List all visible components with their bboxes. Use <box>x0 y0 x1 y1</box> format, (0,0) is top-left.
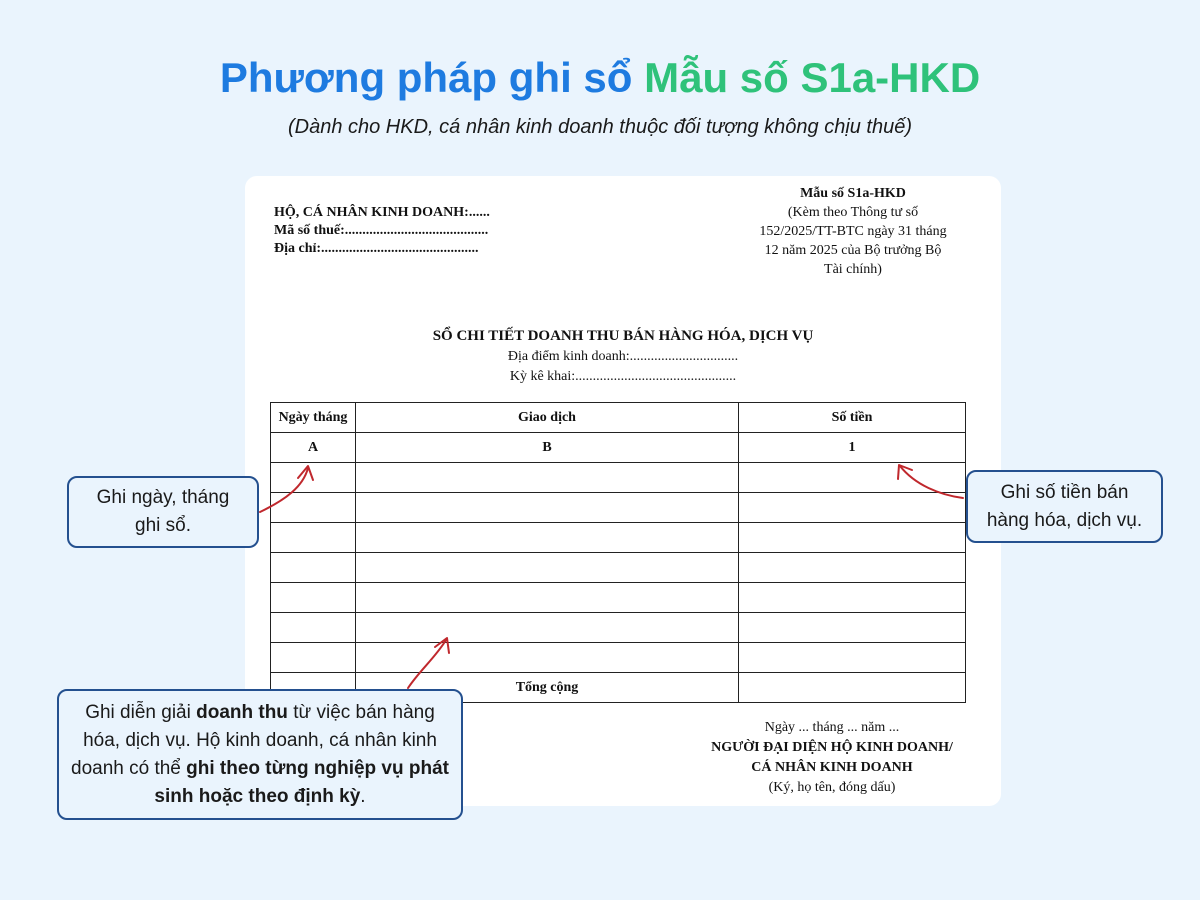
form-number: Mẫu số S1a-HKD <box>800 186 906 201</box>
representative-line-1: NGƯỜI ĐẠI DIỆN HỘ KINH DOANH/ <box>711 740 953 755</box>
callout-amount <box>966 470 1163 543</box>
signature-note: (Ký, họ tên, đóng dấu) <box>768 780 896 795</box>
representative-line-2: CÁ NHÂN KINH DOANH <box>751 760 913 775</box>
title-part-method: Phương pháp ghi sổ <box>219 54 633 101</box>
table-cell <box>356 583 739 613</box>
total-label: Tổng cộng <box>356 673 739 703</box>
table-cell <box>739 583 966 613</box>
declaration-period-line: Kỳ kê khai:.............................................. <box>509 369 737 384</box>
table-cell <box>271 523 356 553</box>
table-row <box>271 613 966 643</box>
table-cell <box>739 553 966 583</box>
table-cell <box>739 493 966 523</box>
column-header-date: Ngày tháng <box>271 403 356 433</box>
table-cell <box>356 643 739 673</box>
page-subtitle: (Dành cho HKD, cá nhân kinh doanh thuộc đối tượng không chịu thuế) <box>287 116 913 138</box>
callout-transaction-text <box>69 699 451 811</box>
table-cell <box>271 583 356 613</box>
callout-date <box>67 476 259 548</box>
page-title <box>0 52 1200 104</box>
form-ref-line-4: Tài chính) <box>824 262 882 277</box>
table-cell <box>271 613 356 643</box>
column-code-1: 1 <box>739 433 966 463</box>
tax-code-line: Mã số thuế:......................................... <box>274 223 489 238</box>
table-cell <box>739 613 966 643</box>
table-cell <box>356 463 739 493</box>
table-cell <box>271 553 356 583</box>
business-location-line: Địa điểm kinh doanh:............................... <box>507 349 739 364</box>
signature-block <box>642 718 1022 798</box>
table-code-row <box>271 433 966 463</box>
table-cell <box>739 643 966 673</box>
table-cell <box>356 493 739 523</box>
business-info <box>274 204 490 258</box>
callout-amount-text: Ghi số tiền bán hàng hóa, dịch vụ. <box>986 481 1143 531</box>
column-code-a: A <box>271 433 356 463</box>
book-title: SỔ CHI TIẾT DOANH THU BÁN HÀNG HÓA, DỊCH VỤ <box>432 328 814 344</box>
callout-desc-bold1: doanh thu <box>196 701 288 723</box>
title-part-form: Mẫu số S1a-HKD <box>644 54 981 101</box>
table-row <box>271 523 966 553</box>
callout-date-text: Ghi ngày, tháng ghi sổ. <box>96 487 230 536</box>
table-row <box>271 463 966 493</box>
callout-transaction <box>57 689 463 820</box>
column-header-transaction: Giao dịch <box>356 403 739 433</box>
table-cell <box>271 493 356 523</box>
signature-date-line: Ngày ... tháng ... năm ... <box>764 720 900 735</box>
total-amount-cell <box>739 673 966 703</box>
form-ref-line-2: 152/2025/TT-BTC ngày 31 tháng <box>759 224 947 239</box>
column-code-b: B <box>356 433 739 463</box>
table-cell <box>739 463 966 493</box>
table-cell <box>356 523 739 553</box>
callout-desc-part3: . <box>360 785 366 807</box>
table-row <box>271 553 966 583</box>
callout-desc-part1: Ghi diễn giải <box>85 701 197 723</box>
table-cell <box>356 553 739 583</box>
table-cell <box>356 613 739 643</box>
table-row <box>271 493 966 523</box>
table-row <box>271 643 966 673</box>
callout-desc-bold2: ghi theo từng nghiệp vụ phát sinh hoặc theo định kỳ <box>154 757 449 807</box>
table-cell <box>271 463 356 493</box>
ledger-table <box>270 402 966 703</box>
callout-desc-part2: từ việc bán hàng hóa, dịch vụ. Hộ kinh doanh, cá nhân kinh doanh có thể <box>71 701 437 779</box>
business-name-line: HỘ, CÁ NHÂN KINH DOANH:...... <box>274 205 490 220</box>
form-reference <box>735 184 971 279</box>
address-line: Địa chỉ:............................................. <box>274 241 479 256</box>
table-header-row <box>271 403 966 433</box>
column-header-amount: Số tiền <box>739 403 966 433</box>
form-ref-line-3: 12 năm 2025 của Bộ trưởng Bộ <box>764 243 942 258</box>
table-cell <box>271 643 356 673</box>
table-row <box>271 583 966 613</box>
table-cell <box>739 523 966 553</box>
form-ref-line-1: (Kèm theo Thông tư số <box>787 205 919 220</box>
